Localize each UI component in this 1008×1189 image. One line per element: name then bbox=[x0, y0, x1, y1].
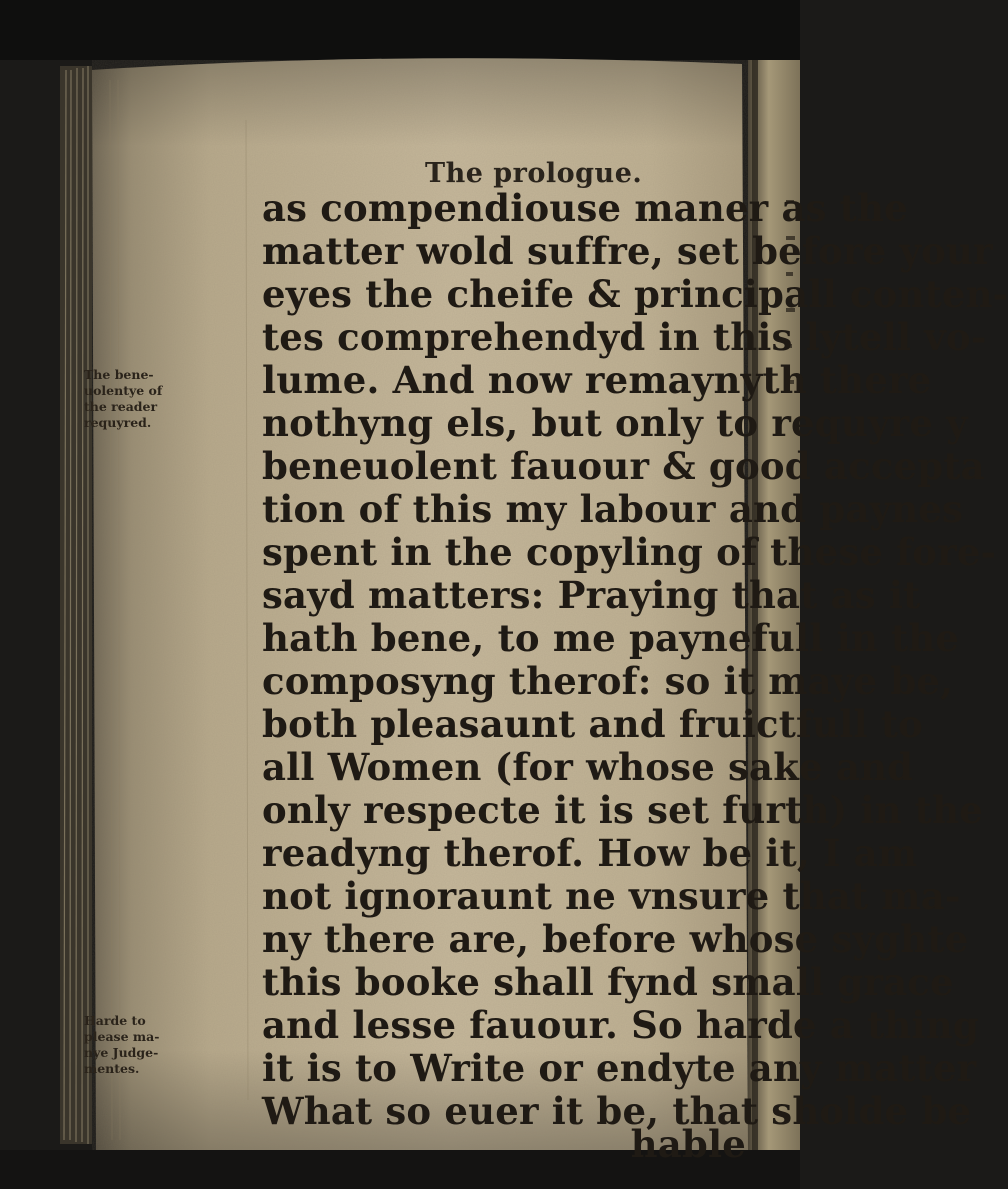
body-line: What so euer it be, that sholde be bbox=[262, 1089, 972, 1133]
body-line: not ignoraunt ne vnsure that ma- bbox=[262, 874, 961, 918]
body-line: readyng therof. How be it, I am bbox=[262, 831, 918, 875]
body-line: matter wold suffre, set before your bbox=[262, 229, 993, 273]
body-line: as compendiouse maner as the bbox=[262, 186, 908, 230]
body-line: eyes the cheife & principall conten- bbox=[262, 272, 1008, 316]
body-line: composyng therof: so it maye be, bbox=[262, 659, 954, 703]
margin-note-judgements bbox=[84, 1013, 234, 1077]
body-line: sayd matters: Praying that as it bbox=[262, 573, 921, 617]
running-head: The prologue. bbox=[425, 158, 643, 189]
body-line: both pleasaunt and fruictfull to bbox=[262, 702, 924, 746]
body-line: it is to Write or endyte any matter bbox=[262, 1046, 977, 1090]
body-line: spent in the copyling of these fore- bbox=[262, 530, 997, 574]
margin-note-line: The bene- bbox=[84, 367, 154, 382]
body-line: tes comprehendyd in this lytell vo- bbox=[262, 315, 987, 359]
margin-note-line: requyred. bbox=[84, 415, 152, 430]
margin-note-line: the reader bbox=[84, 399, 158, 414]
body-line: beneuolent fauour & good accepta bbox=[262, 444, 985, 488]
margin-note-line: Harde to bbox=[84, 1013, 146, 1028]
margin-note-line: please ma- bbox=[84, 1029, 160, 1044]
body-line: and lesse fauour. So harde a thing bbox=[262, 1003, 979, 1047]
body-line: all Women (for whose sake and bbox=[262, 745, 914, 789]
body-line: only respecte it is set furth) in the bbox=[262, 788, 983, 832]
margin-note-line: nye Judge- bbox=[84, 1045, 159, 1060]
body-line: this booke shall fynd small grace bbox=[262, 960, 954, 1004]
margin-note-line: mentes. bbox=[84, 1061, 140, 1076]
body-line: lume. And now remaynyth there bbox=[262, 358, 932, 402]
body-line: tion of this my labour and paynes bbox=[262, 487, 964, 531]
body-line-catchword: hable bbox=[630, 1122, 746, 1166]
margin-note-reader bbox=[84, 367, 234, 431]
body-line: ny there are, before whose syghte bbox=[262, 917, 969, 961]
body-line: nothyng els, but only to requyre y bbox=[262, 401, 968, 445]
margin-note-line: uolentye of bbox=[84, 383, 163, 398]
body-line: hath bene, to me paynefull in the bbox=[262, 616, 960, 660]
